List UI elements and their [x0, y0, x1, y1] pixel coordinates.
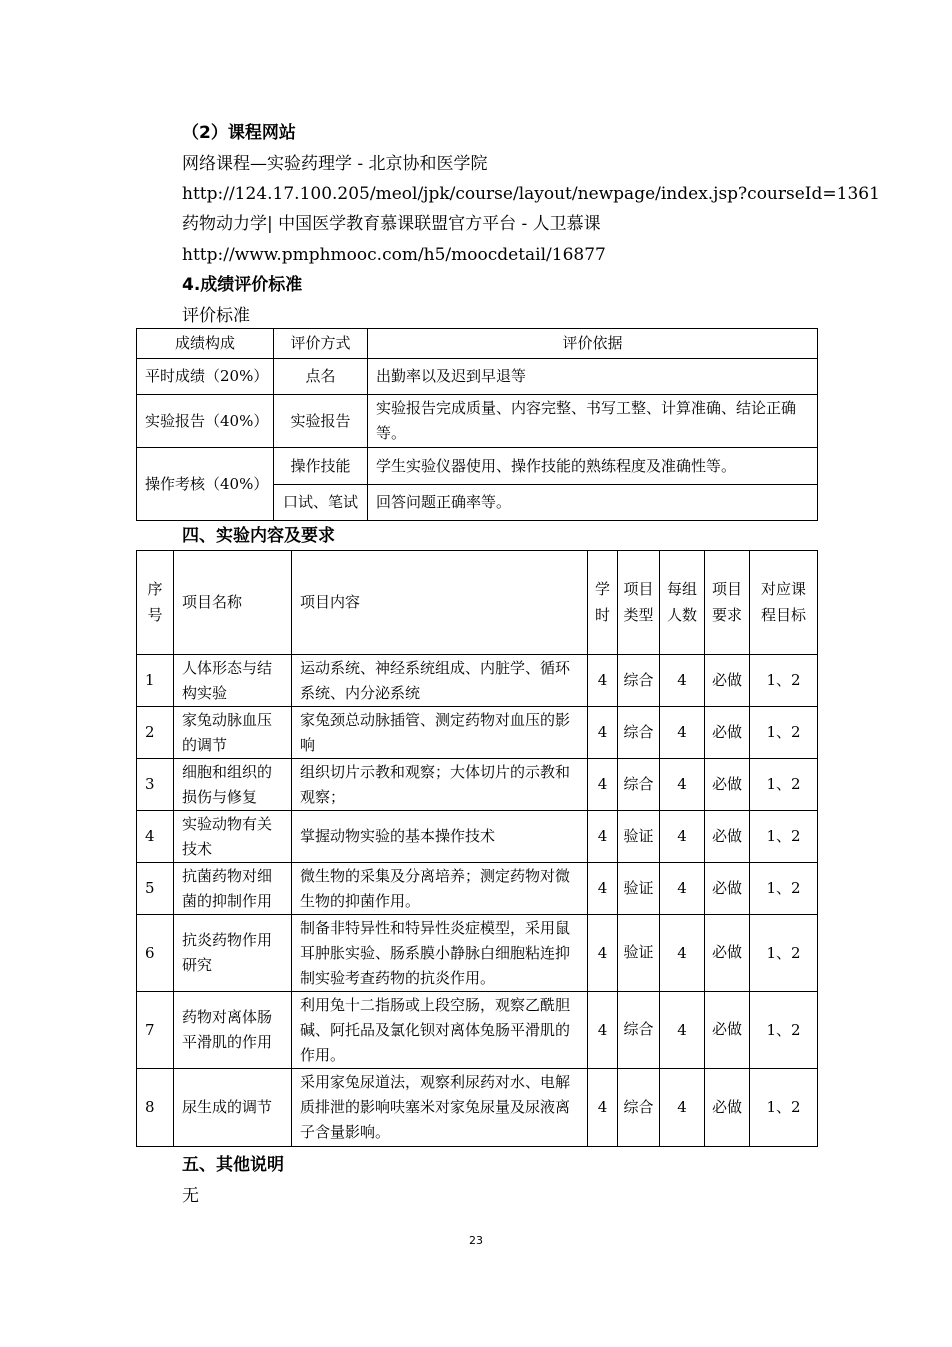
- table-row: [137, 395, 818, 448]
- exp-header-content: 项目内容: [292, 551, 588, 655]
- exp-content: 制备非特异性和特异性炎症模型，采用鼠耳肿胀实验、肠系膜小静脉白细胞粘连抑制实验考查药物的抗炎作用。: [292, 915, 588, 992]
- exp-type: 综合: [618, 655, 660, 707]
- grading-basis: 学生实验仪器使用、操作技能的熟练程度及准确性等。: [368, 448, 818, 485]
- exp-req: 必做: [705, 1069, 750, 1147]
- exp-name: 家兔动脉血压的调节: [174, 707, 292, 759]
- website-line-4-url[interactable]: http://www.pmphmooc.com/h5/moocdetail/16877: [182, 245, 606, 265]
- grading-heading: 4.成绩评价标准: [182, 275, 303, 295]
- exp-type: 综合: [618, 707, 660, 759]
- grading-header-component: 成绩构成: [137, 329, 274, 359]
- exp-name: 抗菌药物对细菌的抑制作用: [174, 863, 292, 915]
- grading-table: [136, 328, 818, 521]
- exp-group: 4: [660, 707, 705, 759]
- exp-req: 必做: [705, 915, 750, 992]
- exp-req: 必做: [705, 992, 750, 1069]
- grading-component: 实验报告（40%）: [137, 395, 274, 448]
- table-row: [137, 359, 818, 395]
- exp-hours: 4: [588, 1069, 618, 1147]
- exp-goal: 1、2: [750, 759, 818, 811]
- website-line-3: 药物动力学| 中国医学教育慕课联盟官方平台 - 人卫慕课: [182, 214, 601, 234]
- exp-group: 4: [660, 992, 705, 1069]
- grading-subtitle: 评价标准: [182, 306, 250, 326]
- exp-hours: 4: [588, 992, 618, 1069]
- exp-no: 1: [137, 655, 174, 707]
- exp-goal: 1、2: [750, 992, 818, 1069]
- experiments-table: [136, 550, 818, 1147]
- exp-req: 必做: [705, 863, 750, 915]
- grading-method: 口试、笔试: [274, 485, 368, 521]
- exp-group: 4: [660, 759, 705, 811]
- grading-component: 操作考核（40%）: [137, 448, 274, 521]
- experiments-heading: 四、实验内容及要求: [182, 526, 335, 546]
- exp-hours: 4: [588, 863, 618, 915]
- exp-hours: 4: [588, 915, 618, 992]
- exp-content: 运动系统、神经系统组成、内脏学、循环系统、内分泌系统: [292, 655, 588, 707]
- grading-basis: 出勤率以及迟到早退等: [368, 359, 818, 395]
- exp-group: 4: [660, 811, 705, 863]
- exp-no: 4: [137, 811, 174, 863]
- grading-basis: 实验报告完成质量、内容完整、书写工整、计算准确、结论正确等。: [368, 395, 818, 448]
- other-heading: 五、其他说明: [182, 1155, 284, 1175]
- exp-name: 人体形态与结构实验: [174, 655, 292, 707]
- exp-hours: 4: [588, 707, 618, 759]
- exp-no: 7: [137, 992, 174, 1069]
- website-line-2-url[interactable]: http://124.17.100.205/meol/jpk/course/layout/newpage/index.jsp?courseId=1361: [182, 184, 880, 204]
- exp-content: 采用家兔尿道法，观察利尿药对水、电解质排泄的影响呋塞米对家兔尿量及尿液离子含量影响。: [292, 1069, 588, 1147]
- exp-group: 4: [660, 1069, 705, 1147]
- exp-req: 必做: [705, 655, 750, 707]
- table-row: [137, 759, 818, 811]
- exp-header-hours: 学时: [588, 551, 618, 655]
- exp-header-goal: 对应课程目标: [750, 551, 818, 655]
- exp-req: 必做: [705, 707, 750, 759]
- exp-name: 抗炎药物作用研究: [174, 915, 292, 992]
- exp-no: 2: [137, 707, 174, 759]
- exp-req: 必做: [705, 759, 750, 811]
- exp-no: 8: [137, 1069, 174, 1147]
- exp-content: 组织切片示教和观察；大体切片的示教和观察；: [292, 759, 588, 811]
- other-text: 无: [182, 1186, 199, 1206]
- exp-content: 掌握动物实验的基本操作技术: [292, 811, 588, 863]
- exp-hours: 4: [588, 811, 618, 863]
- exp-type: 验证: [618, 811, 660, 863]
- grading-method: 实验报告: [274, 395, 368, 448]
- exp-goal: 1、2: [750, 863, 818, 915]
- table-row: [137, 655, 818, 707]
- exp-goal: 1、2: [750, 915, 818, 992]
- exp-header-no: 序号: [137, 551, 174, 655]
- website-line-1: 网络课程—实验药理学 - 北京协和医学院: [182, 154, 488, 174]
- exp-group: 4: [660, 863, 705, 915]
- exp-type: 综合: [618, 759, 660, 811]
- exp-header-group: 每组人数: [660, 551, 705, 655]
- table-row: [137, 1069, 818, 1147]
- exp-name: 实验动物有关技术: [174, 811, 292, 863]
- exp-type: 综合: [618, 992, 660, 1069]
- table-row: [137, 992, 818, 1069]
- exp-name: 药物对离体肠平滑肌的作用: [174, 992, 292, 1069]
- exp-req: 必做: [705, 811, 750, 863]
- table-row: [137, 707, 818, 759]
- exp-hours: 4: [588, 759, 618, 811]
- exp-type: 综合: [618, 1069, 660, 1147]
- exp-group: 4: [660, 915, 705, 992]
- website-heading: （2）课程网站: [182, 123, 296, 143]
- exp-name: 尿生成的调节: [174, 1069, 292, 1147]
- exp-type: 验证: [618, 863, 660, 915]
- exp-group: 4: [660, 655, 705, 707]
- exp-goal: 1、2: [750, 811, 818, 863]
- exp-goal: 1、2: [750, 707, 818, 759]
- exp-content: 微生物的采集及分离培养；测定药物对微生物的抑菌作用。: [292, 863, 588, 915]
- exp-no: 6: [137, 915, 174, 992]
- exp-no: 5: [137, 863, 174, 915]
- table-row: [137, 863, 818, 915]
- table-row: [137, 915, 818, 992]
- grading-header-basis: 评价依据: [368, 329, 818, 359]
- exp-header-req: 项目要求: [705, 551, 750, 655]
- exp-content: 利用兔十二指肠或上段空肠，观察乙酰胆碱、阿托品及氯化钡对离体兔肠平滑肌的作用。: [292, 992, 588, 1069]
- exp-name: 细胞和组织的损伤与修复: [174, 759, 292, 811]
- exp-content: 家兔颈总动脉插管、测定药物对血压的影响: [292, 707, 588, 759]
- exp-hours: 4: [588, 655, 618, 707]
- grading-basis: 回答问题正确率等。: [368, 485, 818, 521]
- grading-method: 操作技能: [274, 448, 368, 485]
- grading-component: 平时成绩（20%）: [137, 359, 274, 395]
- table-row: [137, 448, 818, 485]
- grading-method: 点名: [274, 359, 368, 395]
- exp-goal: 1、2: [750, 655, 818, 707]
- table-row: [137, 811, 818, 863]
- page-number: 23: [469, 1234, 483, 1247]
- exp-no: 3: [137, 759, 174, 811]
- exp-goal: 1、2: [750, 1069, 818, 1147]
- exp-header-name: 项目名称: [174, 551, 292, 655]
- exp-type: 验证: [618, 915, 660, 992]
- exp-header-type: 项目类型: [618, 551, 660, 655]
- grading-header-method: 评价方式: [274, 329, 368, 359]
